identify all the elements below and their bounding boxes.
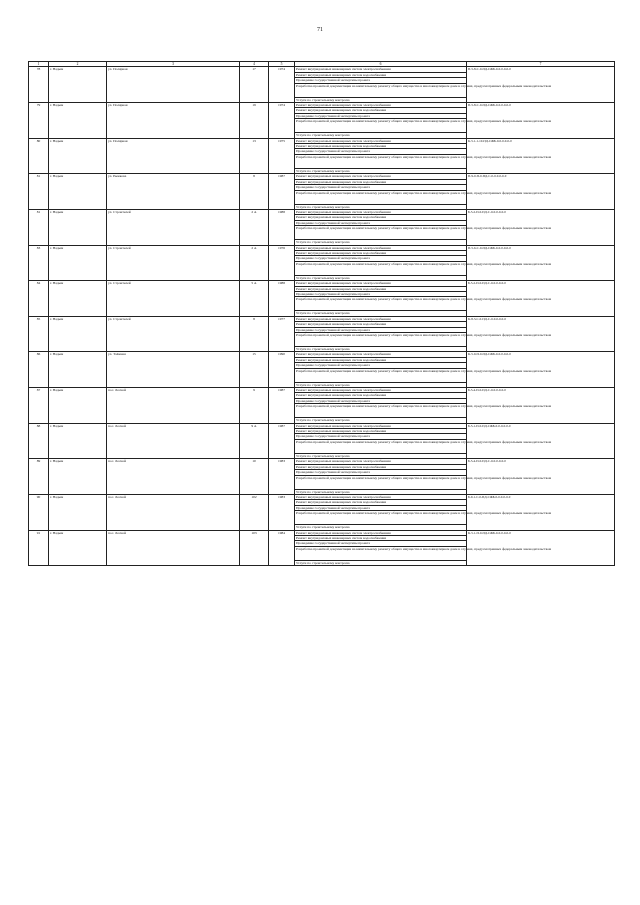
house-number-cell: 10	[240, 459, 269, 495]
year-built-cell: 1975	[269, 138, 295, 174]
work-type-cell: Услуги по строительному контролю	[295, 418, 467, 423]
work-type-cell: Ремонт внутридомовых инженерных систем электроснабжения	[295, 209, 467, 214]
building-code-cell: Б-5-2-П-0-ПД-С-0-0-0-0-0-0	[467, 209, 615, 245]
column-number: 4	[240, 62, 269, 67]
work-type-cell: Разработка проектной документации на капитальному ремонту общего имущества в многоквартирном доме в случаях, предусмотренных федеральным законодательством	[295, 83, 467, 97]
house-number-cell: 5 А	[240, 281, 269, 317]
table-row	[29, 67, 615, 72]
table-row	[29, 459, 615, 464]
work-type-cell: Проведение государственной экспертизы проекта	[295, 78, 467, 83]
work-type-cell: Ремонт внутридомовых инженерных систем электроснабжения	[295, 530, 467, 535]
work-type-cell: Проведение государственной экспертизы проекта	[295, 434, 467, 439]
work-type-cell: Ремонт внутридомовых инженерных систем электроснабжения	[295, 316, 467, 321]
work-type-cell: Ремонт внутридомовых инженерных систем водоснабжения	[295, 215, 467, 220]
row-number: 90	[29, 494, 49, 530]
work-type-cell: Услуги по строительному контролю	[295, 525, 467, 530]
row-number: 88	[29, 423, 49, 459]
work-type-cell: Ремонт внутридомовых инженерных систем электроснабжения	[295, 423, 467, 428]
city-cell: г. Надым	[49, 138, 107, 174]
row-number: 86	[29, 352, 49, 388]
street-cell: ул. Строителей	[107, 209, 240, 245]
work-type-cell: Ремонт внутридомовых инженерных систем водоснабжения	[295, 429, 467, 434]
street-cell: ул. Строителей	[107, 316, 240, 352]
work-type-cell: Проведение государственной экспертизы проекта	[295, 113, 467, 118]
work-type-cell: Разработка проектной документации на капитальному ремонту общего имущества в многоквартирном доме в случаях, предусмотренных федеральным законодательством	[295, 297, 467, 311]
city-cell: г. Надым	[49, 494, 107, 530]
table-row	[29, 281, 615, 286]
table-row	[29, 530, 615, 535]
work-type-cell: Ремонт внутридомовых инженерных систем электроснабжения	[295, 459, 467, 464]
row-number: 85	[29, 316, 49, 352]
work-type-cell: Ремонт внутридомовых инженерных систем водоснабжения	[295, 393, 467, 398]
work-type-cell: Проведение государственной экспертизы проекта	[295, 291, 467, 296]
work-type-cell: Ремонт внутридомовых инженерных систем водоснабжения	[295, 72, 467, 77]
column-number: 1	[29, 62, 49, 67]
house-number-cell: 17	[240, 67, 269, 103]
work-type-cell: Ремонт внутридомовых инженерных систем водоснабжения	[295, 286, 467, 291]
work-type-cell: Услуги по строительному контролю	[295, 204, 467, 209]
table-row	[29, 245, 615, 250]
street-cell: ул. Полярная	[107, 103, 240, 139]
city-cell: г. Надым	[49, 245, 107, 281]
street-cell: ул. Полярная	[107, 67, 240, 103]
table-row	[29, 138, 615, 143]
building-code-cell: П-5-6-С-0-ПД-СЖБ-0-0-0-0-0-0	[467, 245, 615, 281]
row-number: 78	[29, 67, 49, 103]
work-type-cell: Ремонт внутридомовых инженерных систем электроснабжения	[295, 138, 467, 143]
work-type-cell: Ремонт внутридомовых инженерных систем электроснабжения	[295, 245, 467, 250]
work-type-cell: Проведение государственной экспертизы проекта	[295, 185, 467, 190]
work-type-cell: Разработка проектной документации на капитальному ремонту общего имущества в многоквартирном доме в случаях, предусмотренных федеральным законодательством	[295, 546, 467, 560]
table-row	[29, 316, 615, 321]
street-cell: пос. Лесной	[107, 494, 240, 530]
street-cell: пос. Лесной	[107, 423, 240, 459]
street-cell: ул. Рыжкова	[107, 174, 240, 210]
building-code-cell: К-5-1-1-10-ПД-СЖБ-0-0-0-0-0-0	[467, 138, 615, 174]
building-code-cell: Б-5-1-П-0-ПД-СЖБ-0-0-0-0-0-0	[467, 423, 615, 459]
table-row	[29, 494, 615, 499]
year-built-cell: 1984	[269, 530, 295, 566]
year-built-cell: 1990	[269, 352, 295, 388]
work-type-cell: Услуги по строительному контролю	[295, 168, 467, 173]
row-number: 79	[29, 103, 49, 139]
work-type-cell: Ремонт внутридомовых инженерных систем электроснабжения	[295, 388, 467, 393]
column-number: 7	[467, 62, 615, 67]
work-type-cell: Ремонт внутридомовых инженерных систем электроснабжения	[295, 352, 467, 357]
work-type-cell: Ремонт внутридомовых инженерных систем водоснабжения	[295, 250, 467, 255]
work-type-cell: Ремонт внутридомовых инженерных систем водоснабжения	[295, 322, 467, 327]
work-type-cell: Ремонт внутридомовых инженерных систем водоснабжения	[295, 357, 467, 362]
building-code-cell: П-5-8-С-0-ПД-СЖБ-0-0-0-0-0-0	[467, 103, 615, 139]
house-number-cell: 15	[240, 352, 269, 388]
work-type-cell: Разработка проектной документации на капитальному ремонту общего имущества в многоквартирном доме в случаях, предусмотренных федеральным законодательством	[295, 511, 467, 525]
year-built-cell: 1987	[269, 388, 295, 424]
row-number: 84	[29, 281, 49, 317]
table-row	[29, 209, 615, 214]
work-type-cell: Ремонт внутридомовых инженерных систем электроснабжения	[295, 103, 467, 108]
street-cell: пос. Лесной	[107, 388, 240, 424]
house-number-cell: 8	[240, 174, 269, 210]
year-built-cell: 1974	[269, 67, 295, 103]
city-cell: г. Надым	[49, 316, 107, 352]
house-number-cell: 13	[240, 138, 269, 174]
house-number-cell: 103	[240, 530, 269, 566]
work-type-cell: Ремонт внутридомовых инженерных систем водоснабжения	[295, 108, 467, 113]
page-number: 71	[317, 27, 323, 33]
building-code-cell: П-5-8-С-0-ПД-СЖБ-0-0-0-0-0-0	[467, 67, 615, 103]
city-cell: г. Надым	[49, 209, 107, 245]
city-cell: г. Надым	[49, 174, 107, 210]
work-type-cell: Разработка проектной документации на капитальному ремонту общего имущества в многоквартирном доме в случаях, предусмотренных федеральным законодательством	[295, 475, 467, 489]
work-type-cell: Ремонт внутридомовых инженерных систем водоснабжения	[295, 179, 467, 184]
row-number: 80	[29, 138, 49, 174]
work-type-cell: Проведение государственной экспертизы проекта	[295, 220, 467, 225]
city-cell: г. Надым	[49, 530, 107, 566]
year-built-cell: 1988	[269, 209, 295, 245]
table-row	[29, 103, 615, 108]
work-type-cell: Ремонт внутридомовых инженерных систем водоснабжения	[295, 144, 467, 149]
work-type-cell: Проведение государственной экспертизы проекта	[295, 470, 467, 475]
work-type-cell: Проведение государственной экспертизы проекта	[295, 541, 467, 546]
work-type-cell: Проведение государственной экспертизы проекта	[295, 327, 467, 332]
street-cell: ул. Таёжная	[107, 352, 240, 388]
building-code-cell: К-5-0-П-0-ПД-СЖБ-0-0-0-0-0-0	[467, 352, 615, 388]
house-number-cell: 8	[240, 316, 269, 352]
street-cell: ул. Строителей	[107, 281, 240, 317]
work-type-cell: Проведение государственной экспертизы проекта	[295, 363, 467, 368]
work-type-cell: Разработка проектной документации на капитальному ремонту общего имущества в многоквартирном доме в случаях, предусмотренных федеральным законодательством	[295, 368, 467, 382]
work-type-cell: Ремонт внутридомовых инженерных систем электроснабжения	[295, 174, 467, 179]
building-code-cell: К-8-3-С-0-ПД-С-0-0-0-0-0-0	[467, 316, 615, 352]
city-cell: г. Надым	[49, 459, 107, 495]
year-built-cell: 1983	[269, 494, 295, 530]
city-cell: г. Надым	[49, 352, 107, 388]
work-type-cell: Проведение государственной экспертизы проекта	[295, 149, 467, 154]
work-type-cell: Услуги по строительному контролю	[295, 240, 467, 245]
work-type-cell: Проведение государственной экспертизы проекта	[295, 398, 467, 403]
table-row	[29, 174, 615, 179]
work-type-cell: Разработка проектной документации на капитальному ремонту общего имущества в многоквартирном доме в случаях, предусмотренных федеральным законодательством	[295, 119, 467, 133]
work-type-cell: Разработка проектной документации на капитальному ремонту общего имущества в многоквартирном доме в случаях, предусмотренных федеральным законодательством	[295, 261, 467, 275]
repair-registry-table	[28, 61, 615, 566]
work-type-cell: Услуги по строительному контролю	[295, 560, 467, 565]
column-number: 6	[295, 62, 467, 67]
building-code-cell: Б-5-4-П-0-ПД-С-0-0-0-0-0-0	[467, 459, 615, 495]
city-cell: г. Надым	[49, 67, 107, 103]
work-type-cell: Услуги по строительному контролю	[295, 489, 467, 494]
row-number: 87	[29, 388, 49, 424]
city-cell: г. Надым	[49, 388, 107, 424]
building-code-cell: Б-5-4-П-0-ПД-С-0-0-0-0-0-0	[467, 388, 615, 424]
building-code-cell: П-9-0-П-0-ПД-С-0-0-0-0-0-0	[467, 174, 615, 210]
city-cell: г. Надым	[49, 103, 107, 139]
year-built-cell: 1987	[269, 423, 295, 459]
work-type-cell: Услуги по строительному контролю	[295, 382, 467, 387]
work-type-cell: Услуги по строительному контролю	[295, 133, 467, 138]
table-row	[29, 388, 615, 393]
street-cell: пос. Лесной	[107, 459, 240, 495]
work-type-cell: Проведение государственной экспертизы проекта	[295, 505, 467, 510]
building-code-cell: Б-9-1-С-0-ПД-СЖБ-0-0-0-0-0-0	[467, 494, 615, 530]
work-type-cell: Услуги по строительному контролю	[295, 347, 467, 352]
work-type-cell: Разработка проектной документации на капитальному ремонту общего имущества в многоквартирном доме в случаях, предусмотренных федеральным законодательством	[295, 439, 467, 453]
house-number-cell: 2 А	[240, 245, 269, 281]
column-number: 5	[269, 62, 295, 67]
column-number: 2	[49, 62, 107, 67]
work-type-cell: Разработка проектной документации на капитальному ремонту общего имущества в многоквартирном доме в случаях, предусмотренных федеральным законодательством	[295, 404, 467, 418]
work-type-cell: Ремонт внутридомовых инженерных систем электроснабжения	[295, 281, 467, 286]
registry-body	[29, 67, 615, 566]
house-number-cell: 102	[240, 494, 269, 530]
year-built-cell: 1977	[269, 316, 295, 352]
building-code-cell: К-5-1-П-0-ПД-СЖБ-0-0-0-0-0-0	[467, 530, 615, 566]
year-built-cell: 1974	[269, 103, 295, 139]
work-type-cell: Ремонт внутридомовых инженерных систем водоснабжения	[295, 464, 467, 469]
row-number: 81	[29, 174, 49, 210]
street-cell: ул. Полярная	[107, 138, 240, 174]
table-row	[29, 423, 615, 428]
house-number-cell: 2 А	[240, 209, 269, 245]
row-number: 91	[29, 530, 49, 566]
year-built-cell: 1983	[269, 459, 295, 495]
work-type-cell: Разработка проектной документации на капитальному ремонту общего имущества в многоквартирном доме в случаях, предусмотренных федеральным законодательством	[295, 333, 467, 347]
work-type-cell: Услуги по строительному контролю	[295, 453, 467, 458]
column-number: 3	[107, 62, 240, 67]
work-type-cell: Ремонт внутридомовых инженерных систем электроснабжения	[295, 67, 467, 72]
house-number-cell: 19	[240, 103, 269, 139]
work-type-cell: Разработка проектной документации на капитальному ремонту общего имущества в многоквартирном доме в случаях, предусмотренных федеральным законодательством	[295, 190, 467, 204]
year-built-cell: 1987	[269, 174, 295, 210]
table-row	[29, 352, 615, 357]
house-number-cell: 9 А	[240, 423, 269, 459]
work-type-cell: Услуги по строительному контролю	[295, 311, 467, 316]
building-code-cell: Б-5-2-П-0-ПД-С-0-0-0-0-0-0	[467, 281, 615, 317]
year-built-cell: 1988	[269, 281, 295, 317]
work-type-cell: Услуги по строительному контролю	[295, 275, 467, 280]
city-cell: г. Надым	[49, 423, 107, 459]
city-cell: г. Надым	[49, 281, 107, 317]
row-number: 81	[29, 209, 49, 245]
work-type-cell: Ремонт внутридомовых инженерных систем водоснабжения	[295, 500, 467, 505]
work-type-cell: Проведение государственной экспертизы проекта	[295, 256, 467, 261]
street-cell: ул. Строителей	[107, 245, 240, 281]
year-built-cell: 1976	[269, 245, 295, 281]
work-type-cell: Услуги по строительному контролю	[295, 97, 467, 102]
row-number: 83	[29, 245, 49, 281]
work-type-cell: Ремонт внутридомовых инженерных систем электроснабжения	[295, 494, 467, 499]
street-cell: пос. Лесной	[107, 530, 240, 566]
house-number-cell: 9	[240, 388, 269, 424]
work-type-cell: Разработка проектной документации на капитальному ремонту общего имущества в многоквартирном доме в случаях, предусмотренных федеральным законодательством	[295, 226, 467, 240]
work-type-cell: Ремонт внутридомовых инженерных систем водоснабжения	[295, 535, 467, 540]
row-number: 89	[29, 459, 49, 495]
work-type-cell: Разработка проектной документации на капитальному ремонту общего имущества в многоквартирном доме в случаях, предусмотренных федеральным законодательством	[295, 154, 467, 168]
